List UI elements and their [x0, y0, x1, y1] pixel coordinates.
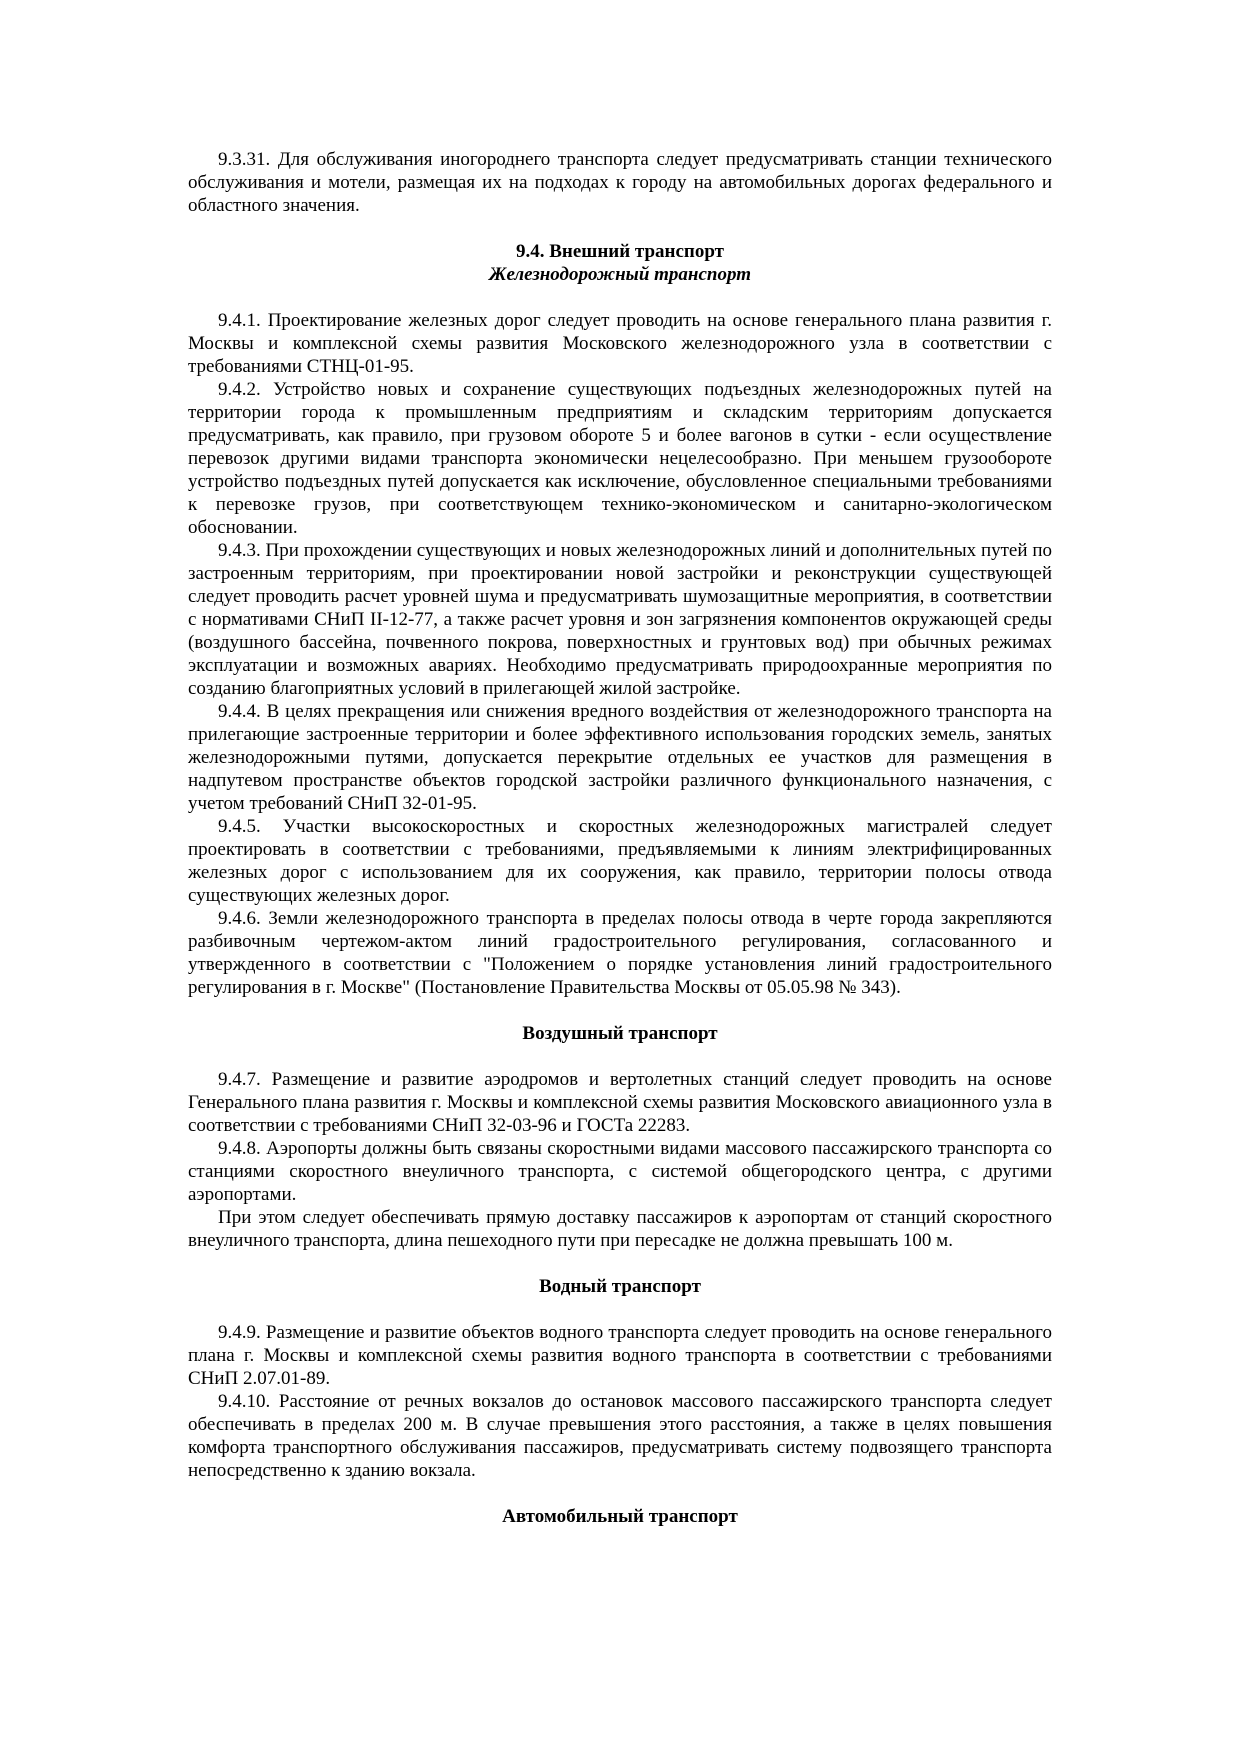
spacer — [188, 1045, 1052, 1068]
heading-auto-transport: Автомобильный транспорт — [502, 1506, 738, 1527]
spacer — [188, 1482, 1052, 1505]
section-heading-9-4: 9.4. Внешний транспорт — [515, 241, 725, 262]
spacer — [188, 999, 1052, 1022]
paragraph-9-4-4: 9.4.4. В целях прекращения или снижения вредного воздействия от железнодорожного транспорта на прилегающие застроенные территории и более эффективного использования городских земель, занятых железнодорожными путями, допускается перекрытие отдельных ее участков для размещения в надпутевом пространстве объектов городской застройки различного функционального назначения, с учетом требований СНиП 32-01-95. — [188, 701, 1052, 814]
paragraph-9-4-10: 9.4.10. Расстояние от речных вокзалов до остановок массового пассажирского транспорта следует обеспечивать в пределах 200 м. В случае превышения этого расстояния, а также в целях повышения комфорта транспортного обслуживания пассажиров, предусматривать систему подвозящего транспорта непосредственно к зданию вокзала. — [188, 1391, 1052, 1481]
spacer — [188, 1252, 1052, 1275]
spacer — [188, 217, 1052, 240]
subheading-rail-transport: Железнодорожный транспорт — [489, 264, 751, 285]
paragraph-9-4-6: 9.4.6. Земли железнодорожного транспорта в пределах полосы отвода в черте города закрепляются разбивочным чертежом-актом линий градостроительного регулирования, согласованного и утвержденного в соответствии с "Положением о порядке установления линий градостроительного регулирования в г. Москве" (Постановление Правительства Москвы от 05.05.98 № 343). — [188, 908, 1052, 998]
paragraph-9-4-3: 9.4.3. При прохождении существующих и новых железнодорожных линий и дополнительных путей по застроенным территориям, при проектировании новой застройки и реконструкции существующей следует проводить расчет уровней шума и предусматривать шумозащитные мероприятия, в соответствии с нормативами СНиП II-12-77, а также расчет уровня и зон загрязнения компонентов окружающей среды (воздушного бассейна, почвенного покрова, поверхностных и грунтовых вод) при обычных режимах эксплуатации и возможных авариях. Необходимо предусматривать природоохранные мероприятия по созданию благоприятных условий в прилегающей жилой застройке. — [188, 540, 1052, 699]
paragraph-9-4-2: 9.4.2. Устройство новых и сохранение существующих подъездных железнодорожных путей на территории города к промышленным предприятиям и складским территориям допускается предусматривать, как правило, при грузовом обороте 5 и более вагонов в сутки - если осуществление перевозок другими видами транспорта экономически нецелесообразно. При меньшем грузообороте устройство подъездных путей допускается как исключение, обусловленное специальными требованиями к перевозке грузов, при соответствующем технико-экономическом и санитарно-экологическом обосновании. — [188, 379, 1052, 538]
spacer — [188, 1298, 1052, 1321]
paragraph-air-transfer: При этом следует обеспечивать прямую доставку пассажиров к аэропортам от станций скоростного внеуличного транспорта, длина пешеходного пути при пересадке не должна превышать 100 м. — [188, 1207, 1052, 1251]
spacer — [188, 286, 1052, 309]
paragraph-9-4-7: 9.4.7. Размещение и развитие аэродромов и вертолетных станций следует проводить на основе Генерального плана развития г. Москвы и комплексной схемы развития Московского авиационного узла в соответствии с требованиями СНиП 32-03-96 и ГОСТа 22283. — [188, 1069, 1052, 1136]
paragraph-9-4-5: 9.4.5. Участки высокоскоростных и скоростных железнодорожных магистралей следует проектировать в соответствии с требованиями, предъявляемыми к линиям электрифицированных железных дорог с использованием для их сооружения, как правило, территории полосы отвода существующих железных дорог. — [188, 816, 1052, 906]
paragraph-9-4-9: 9.4.9. Размещение и развитие объектов водного транспорта следует проводить на основе генерального плана г. Москвы и комплексной схемы развития водного транспорта в соответствии с требованиями СНиП 2.07.01-89. — [188, 1322, 1052, 1389]
paragraph-9-3-31: 9.3.31. Для обслуживания иногороднего транспорта следует предусматривать станции технического обслуживания и мотели, размещая их на подходах к городу на автомобильных дорогах федерального и областного значения. — [188, 149, 1052, 216]
heading-air-transport: Воздушный транспорт — [522, 1023, 718, 1044]
paragraph-9-4-8: 9.4.8. Аэропорты должны быть связаны скоростными видами массового пассажирского транспорта со станциями скоростного внеуличного транспорта, с системой общегородского центра, с другими аэропортами. — [188, 1138, 1052, 1205]
heading-water-transport: Водный транспорт — [539, 1276, 701, 1297]
document-page — [188, 148, 1052, 1528]
paragraph-9-4-1: 9.4.1. Проектирование железных дорог следует проводить на основе генерального плана развития г. Москвы и комплексной схемы развития Московского железнодорожного узла в соответствии с требованиями СТНЦ-01-95. — [188, 310, 1052, 377]
